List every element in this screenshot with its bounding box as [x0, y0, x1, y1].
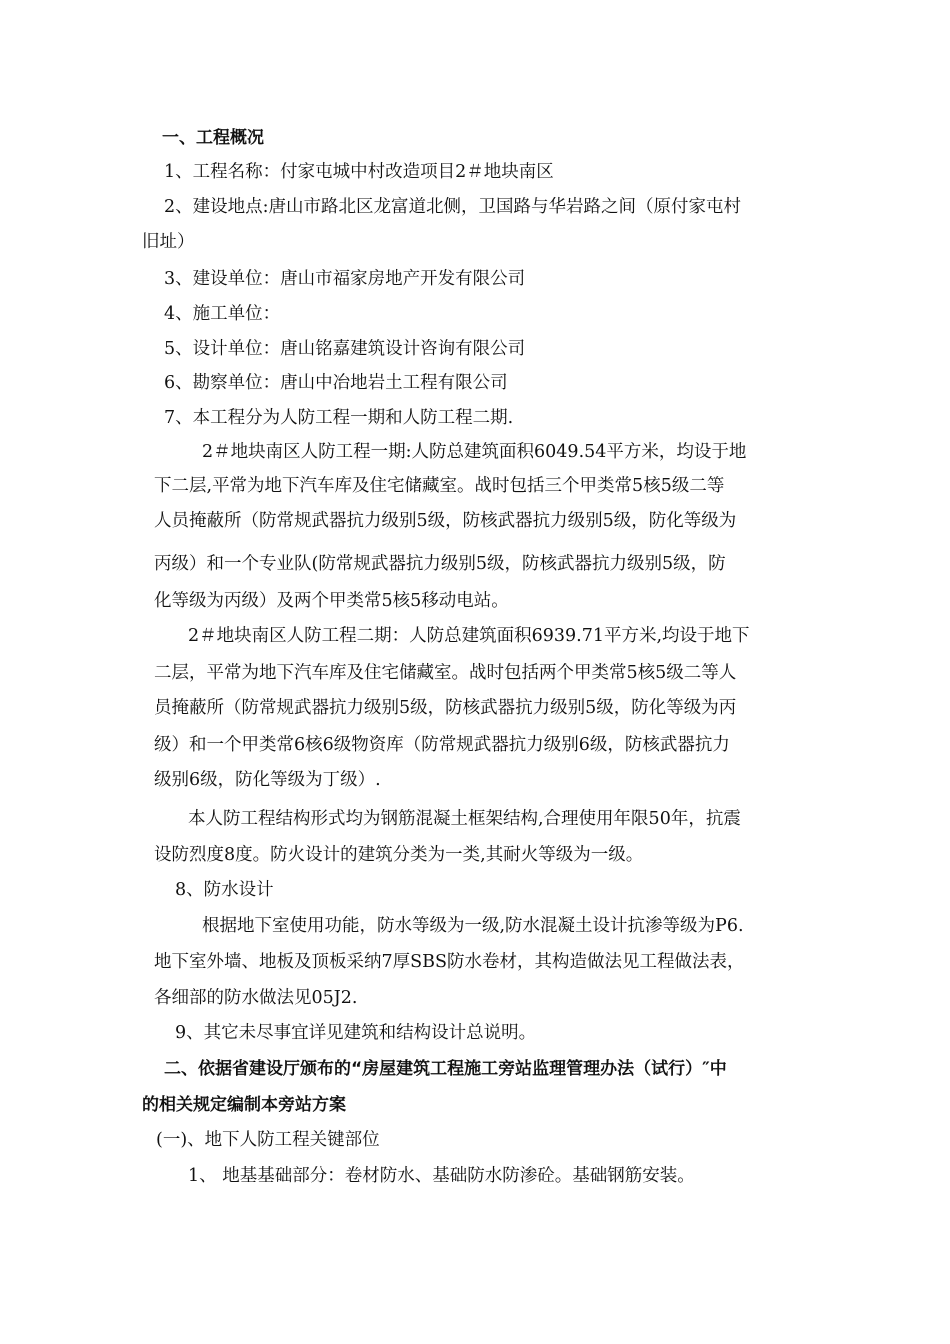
waterproof-paragraph-line: 各细部的防水做法见05J2. — [154, 988, 358, 1008]
section-heading-basis-line-1: 二、依据省建设厅颁布的“房屋建筑工程施工旁站监理管理办法（试行）″中 — [164, 1059, 727, 1079]
phase2-paragraph-line: 级）和一个甲类常6核6级物资库（防常规武器抗力级别6级，防核武器抗力 — [154, 735, 730, 755]
phase2-paragraph-line: 2＃地块南区人防工程二期：人防总建筑面积6939.71平方米,均设于地下 — [188, 626, 750, 646]
phase2-paragraph-line: 二层，平常为地下汽车库及住宅储藏室。战时包括两个甲类常5核5级二等人 — [154, 663, 737, 683]
other-matters-line: 9、其它未尽事宜详见建筑和结构设计总说明。 — [175, 1023, 537, 1043]
construction-site-line-1: 2、建设地点:唐山市路北区龙富道北侧，卫国路与华岩路之间（原付家屯村 — [164, 197, 742, 217]
phase1-paragraph-line: 丙级）和一个专业队(防常规武器抗力级别5级，防核武器抗力级别5级，防 — [154, 554, 726, 574]
project-name-line: 1、工程名称：付家屯城中村改造项目2＃地块南区 — [164, 162, 554, 182]
construction-site-line-2: 旧址） — [142, 232, 195, 252]
section-heading-overview: 一、工程概况 — [162, 128, 264, 148]
phase1-paragraph-line: 人员掩蔽所（防常规武器抗力级别5级，防核武器抗力级别5级，防化等级为 — [154, 511, 737, 531]
phase2-paragraph-line: 员掩蔽所（防常规武器抗力级别5级，防核武器抗力级别5级，防化等级为丙 — [154, 698, 737, 718]
contractor-line: 4、施工单位： — [164, 304, 281, 324]
waterproof-heading: 8、防水设计 — [175, 880, 274, 900]
phases-line: 7、本工程分为人防工程一期和人防工程二期. — [164, 408, 514, 428]
surveyor-line: 6、勘察单位：唐山中冶地岩土工程有限公司 — [164, 373, 508, 393]
phase1-paragraph-line: 下二层,平常为地下汽车库及住宅储藏室。战时包括三个甲类常5核5级二等 — [154, 476, 725, 496]
waterproof-paragraph-line: 地下室外墙、地板及顶板采纳7厚SBS防水卷材，其构造做法见工程做法表， — [154, 952, 745, 972]
foundation-item-line: 1、 地基基础部分：卷材防水、基础防水防渗砼。基础钢筋安装。 — [188, 1166, 695, 1186]
phase1-paragraph-line: 化等级为丙级）及两个甲类常5核5移动电站。 — [154, 591, 509, 611]
phase2-paragraph-line: 级别6级，防化等级为丁级）. — [154, 770, 381, 790]
structure-paragraph-line: 设防烈度8度。防火设计的建筑分类为一类,其耐火等级为一级。 — [154, 845, 644, 865]
structure-paragraph-line: 本人防工程结构形式均为钢筋混凝土框架结构,合理使用年限50年，抗震 — [188, 809, 741, 829]
designer-line: 5、设计单位：唐山铭嘉建筑设计咨询有限公司 — [164, 339, 526, 359]
key-parts-subheading: (一)、地下人防工程关键部位 — [156, 1130, 380, 1150]
phase1-paragraph-line: 2＃地块南区人防工程一期:人防总建筑面积6049.54平方米，均设于地 — [202, 442, 747, 462]
waterproof-paragraph-line: 根据地下室使用功能，防水等级为一级,防水混凝土设计抗渗等级为P6. — [202, 916, 744, 936]
developer-line: 3、建设单位：唐山市福家房地产开发有限公司 — [164, 269, 526, 289]
section-heading-basis-line-2: 的相关规定编制本旁站方案 — [142, 1095, 346, 1115]
